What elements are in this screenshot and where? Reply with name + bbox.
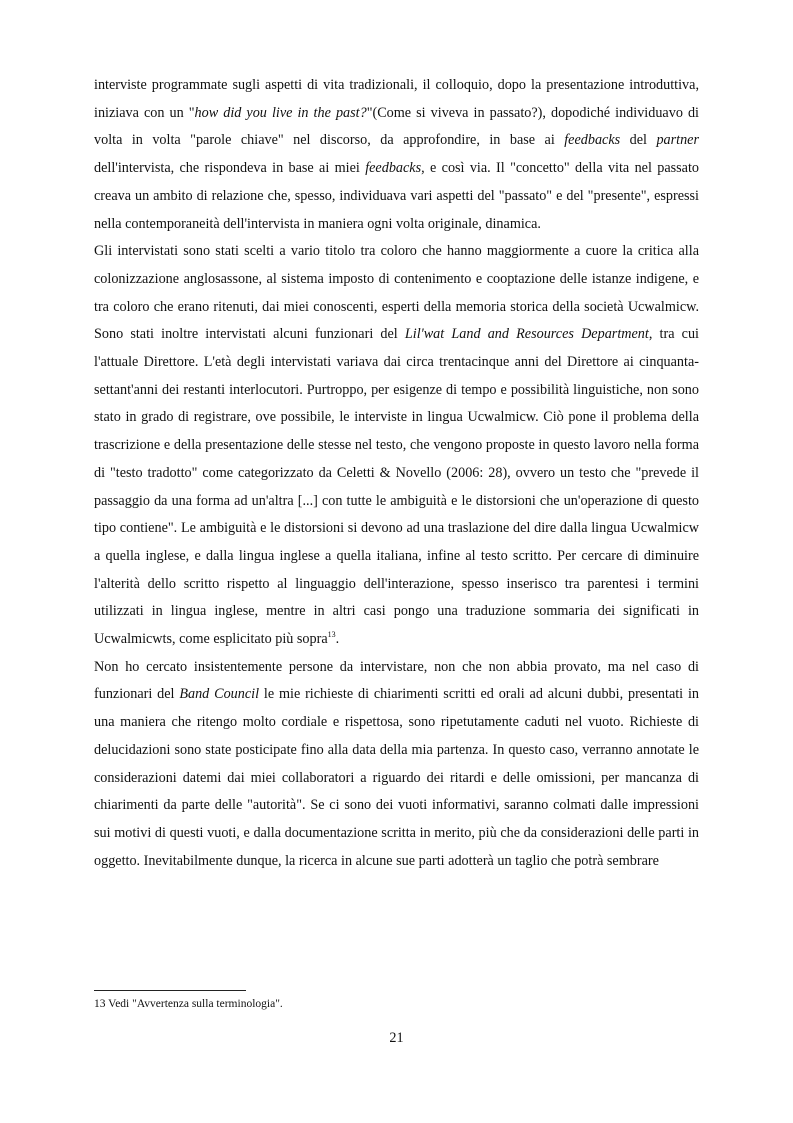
text-run: Non ho cercato insistentemente persone da intervistare, non che non abbia provato, ma nel caso di funzionari del (94, 658, 699, 703)
footnote-separator (94, 990, 246, 991)
text-run: , tra cui l'attuale Direttore. L'età degli intervistati variava dai circa trentacinque anni del Direttore ai cinquanta-settant'anni dei restanti interlocutori. Purtroppo, per esigenze di tempo e possibilità linguistiche, non sono stato in grado di registrare, ove possibile, le interviste in lingua Ucwalmicw. Ciò pone il problema della trascrizione e della presentazione delle stesse nel testo, che vengono proposte in questo lavoro nella forma di "testo tradotto" come categorizzato da Celetti & Novello (2006: 28), ovvero un testo che "prevede il passaggio da una forma ad un'altra [...] con tutte le ambiguità e le distorsioni che un'operazione di questo tipo contiene". Le ambiguità e le distorsioni si devono ad una traslazione del dire dalla lingua Ucwalmicw a quella inglese, e dalla lingua inglese a quella italiana, infine al testo scritto. Per cercare di diminuire l'alterità dello scritto rispetto al linguaggio dell'interazione, spesso inserisco tra parentesi i termini utilizzati in lingua inglese, mentre in altri casi pongo una traduzione sommaria dei significati in Ucwalmicwts, come esplicitato più sopra (94, 326, 699, 648)
italic-run: feedbacks (564, 132, 621, 149)
paragraph-2 (94, 238, 699, 654)
italic-run: how did you live in the past? (194, 104, 367, 121)
paragraph-1 (94, 72, 699, 238)
text-run: interviste programmate sugli aspetti di vita tradizionali, il colloquio, dopo la presentazione introduttiva, iniziava con un " (94, 77, 699, 121)
text-run: , e così via. Il "concetto" della vita nel passato creava un ambito di relazione che, spesso, individuava vari aspetti del "passato" e del "presente", espressi nella contemporaneità dell'intervista in maniera ogni volta originale, dinamica. (94, 160, 700, 232)
text-run: le mie richieste di chiarimenti scritti ed orali ad alcuni dubbi, presentati in una maniera che ritengo molto cordiale e rispettosa, sono ripetutamente caduti nel vuoto. Richieste di delucidazioni sono state posticipate fino alla data della mia partenza. In questo caso, verranno annotate le considerazioni datemi dai miei collaboratori a riguardo dei ritardi e delle omissioni, per mancanza di chiarimenti da parte delle "autorità". Se ci sono dei vuoti informativi, saranno colmati dalle impressioni sui motivi di questi vuoti, e dalla documentazione scritta in merito, più che da considerazioni delle parti in oggetto. Inevitabilmente dunque, la ricerca in alcune sue parti adotterà un taglio che potrà sembrare (94, 686, 700, 869)
footnote: 13 Vedi "Avvertenza sulla terminologia". (94, 998, 283, 1010)
italic-run: partner (656, 132, 699, 149)
italic-run: Lil'wat Land and Resources Department (404, 326, 649, 343)
italic-run: Band Council (179, 686, 260, 703)
italic-run: feedbacks (365, 160, 422, 177)
paragraph-3 (94, 654, 699, 876)
text-run: dell'intervista, che rispondeva in base ai miei (94, 160, 366, 177)
footnote-ref: 13 (327, 630, 336, 640)
page-body (94, 72, 699, 875)
text-run: del (620, 132, 657, 149)
page-number: 21 (389, 1030, 404, 1046)
text-run: . (335, 631, 340, 648)
text-run: "(Come si viveva in passato?), dopodiché individuavo di volta in volta "parole chiave" nel discorso, da approfondire, in base ai (94, 104, 700, 149)
text-run: Gli intervistati sono stati scelti a vario titolo tra coloro che hanno maggiormente a cuore la critica alla colonizzazione anglosassone, al sistema imposto di contenimento e cooptazione delle istanze indigene, e tra coloro che erano ritenuti, dai miei conoscenti, esperti della memoria storica della società Ucwalmicw. Sono stati inoltre intervistati alcuni funzionari del (94, 243, 699, 343)
